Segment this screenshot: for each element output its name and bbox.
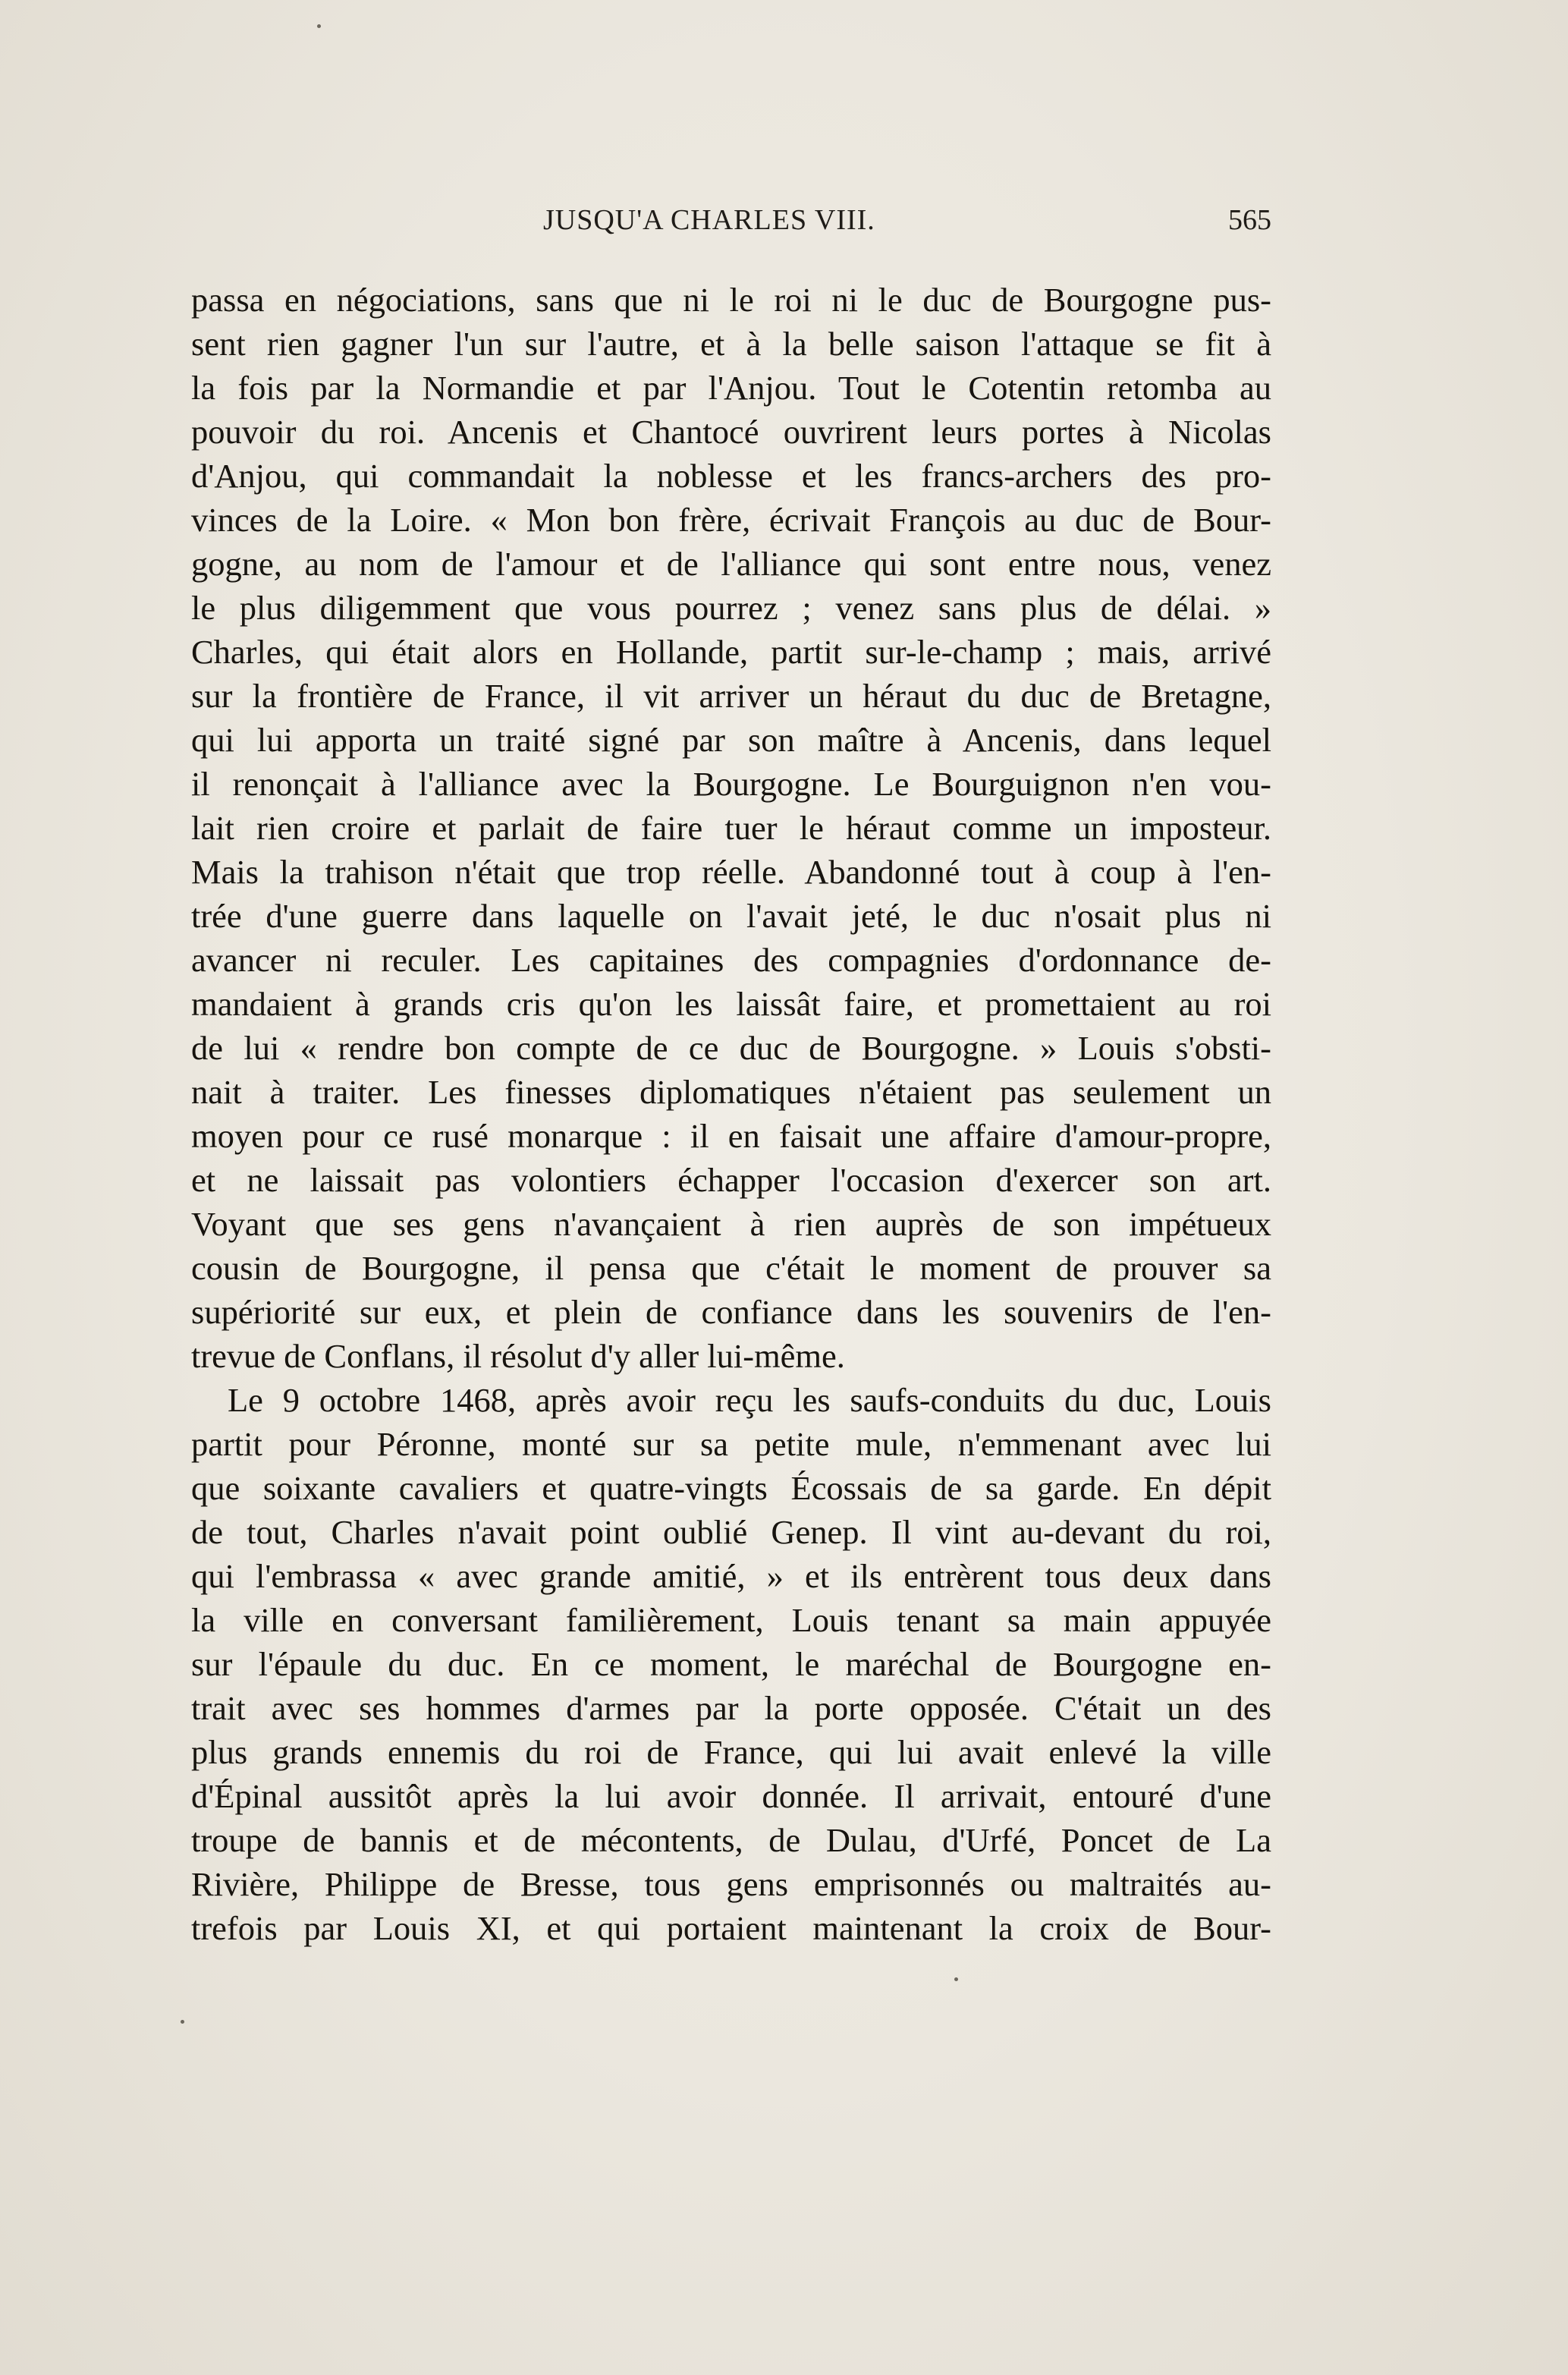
text-line: vinces de la Loire. « Mon bon frère, écrivait François au duc de Bour- (191, 501, 1271, 539)
text-line: la ville en conversant familièrement, Louis tenant sa main appuyée (191, 1601, 1271, 1639)
paragraph-1 (191, 278, 1271, 1378)
text-line: Charles, qui était alors en Hollande, partit sur-le-champ ; mais, arrivé (191, 633, 1271, 671)
text-line: le plus diligemment que vous pourrez ; venez sans plus de délai. » (191, 589, 1271, 627)
text-line: nait à traiter. Les finesses diplomatiques n'étaient pas seulement un (191, 1073, 1271, 1111)
text-line: trée d'une guerre dans laquelle on l'avait jeté, le duc n'osait plus ni (191, 897, 1271, 935)
text-line: que soixante cavaliers et quatre-vingts Écossais de sa garde. En dépit (191, 1469, 1271, 1507)
text-line: et ne laissait pas volontiers échapper l'occasion d'exercer son art. (191, 1161, 1271, 1199)
text-line: trevue de Conflans, il résolut d'y aller lui-même. (191, 1337, 845, 1375)
text-line: Rivière, Philippe de Bresse, tous gens emprisonnés ou maltraités au- (191, 1865, 1271, 1903)
text-line: partit pour Péronne, monté sur sa petite mule, n'emmenant avec lui (191, 1425, 1271, 1463)
text-line: pouvoir du roi. Ancenis et Chantocé ouvrirent leurs portes à Nicolas (191, 413, 1271, 451)
text-line: sur l'épaule du duc. En ce moment, le maréchal de Bourgogne en- (191, 1645, 1271, 1683)
paper-speck (954, 1977, 958, 1981)
text-line: troupe de bannis et de mécontents, de Dulau, d'Urfé, Poncet de La (191, 1821, 1271, 1859)
text-line: Mais la trahison n'était que trop réelle. Abandonné tout à coup à l'en- (191, 853, 1271, 891)
text-line: d'Épinal aussitôt après la lui avoir donnée. Il arrivait, entouré d'une (191, 1777, 1271, 1815)
text-line: passa en négociations, sans que ni le roi ni le duc de Bourgogne pus- (191, 281, 1271, 319)
running-title: JUSQU'A CHARLES VIII. (543, 204, 875, 236)
text-line: cousin de Bourgogne, il pensa que c'était le moment de prouver sa (191, 1249, 1271, 1287)
paper-speck (181, 2020, 184, 2024)
text-line: gogne, au nom de l'amour et de l'alliance qui sont entre nous, venez (191, 545, 1271, 583)
paragraph-2 (191, 1378, 1271, 1950)
text-line: sent rien gagner l'un sur l'autre, et à la belle saison l'attaque se fit à (191, 325, 1271, 363)
text-line: avancer ni reculer. Les capitaines des compagnies d'ordonnance de- (191, 941, 1271, 979)
page-number: 565 (1228, 204, 1271, 236)
text-line: plus grands ennemis du roi de France, qui lui avait enlevé la ville (191, 1733, 1271, 1771)
text-line: moyen pour ce rusé monarque : il en faisait une affaire d'amour-propre, (191, 1117, 1271, 1155)
text-line: d'Anjou, qui commandait la noblesse et les francs-archers des pro- (191, 457, 1271, 495)
text-line: Voyant que ses gens n'avançaient à rien auprès de son impétueux (191, 1205, 1271, 1243)
text-line: Le 9 octobre 1468, après avoir reçu les saufs-conduits du duc, Louis (228, 1381, 1271, 1419)
text-line: lait rien croire et parlait de faire tuer le héraut comme un imposteur. (191, 809, 1271, 847)
text-line: sur la frontière de France, il vit arriver un héraut du duc de Bretagne, (191, 677, 1271, 715)
text-line: supériorité sur eux, et plein de confiance dans les souvenirs de l'en- (191, 1293, 1271, 1331)
text-line: il renonçait à l'alliance avec la Bourgogne. Le Bourguignon n'en vou- (191, 765, 1271, 803)
text-line: mandaient à grands cris qu'on les laissât faire, et promettaient au roi (191, 985, 1271, 1023)
text-line: de lui « rendre bon compte de ce duc de Bourgogne. » Louis s'obsti- (191, 1029, 1271, 1067)
text-line: la fois par la Normandie et par l'Anjou. Tout le Cotentin retomba au (191, 369, 1271, 407)
text-line: qui l'embrassa « avec grande amitié, » et ils entrèrent tous deux dans (191, 1557, 1271, 1595)
body-text (191, 278, 1271, 1950)
text-line: trait avec ses hommes d'armes par la porte opposée. C'était un des (191, 1689, 1271, 1727)
page-header (194, 203, 1271, 249)
text-line: qui lui apporta un traité signé par son maître à Ancenis, dans lequel (191, 721, 1271, 759)
text-line: trefois par Louis XI, et qui portaient maintenant la croix de Bour- (191, 1909, 1271, 1947)
text-line: de tout, Charles n'avait point oublié Genep. Il vint au-devant du roi, (191, 1513, 1271, 1551)
paper-speck (317, 24, 321, 28)
